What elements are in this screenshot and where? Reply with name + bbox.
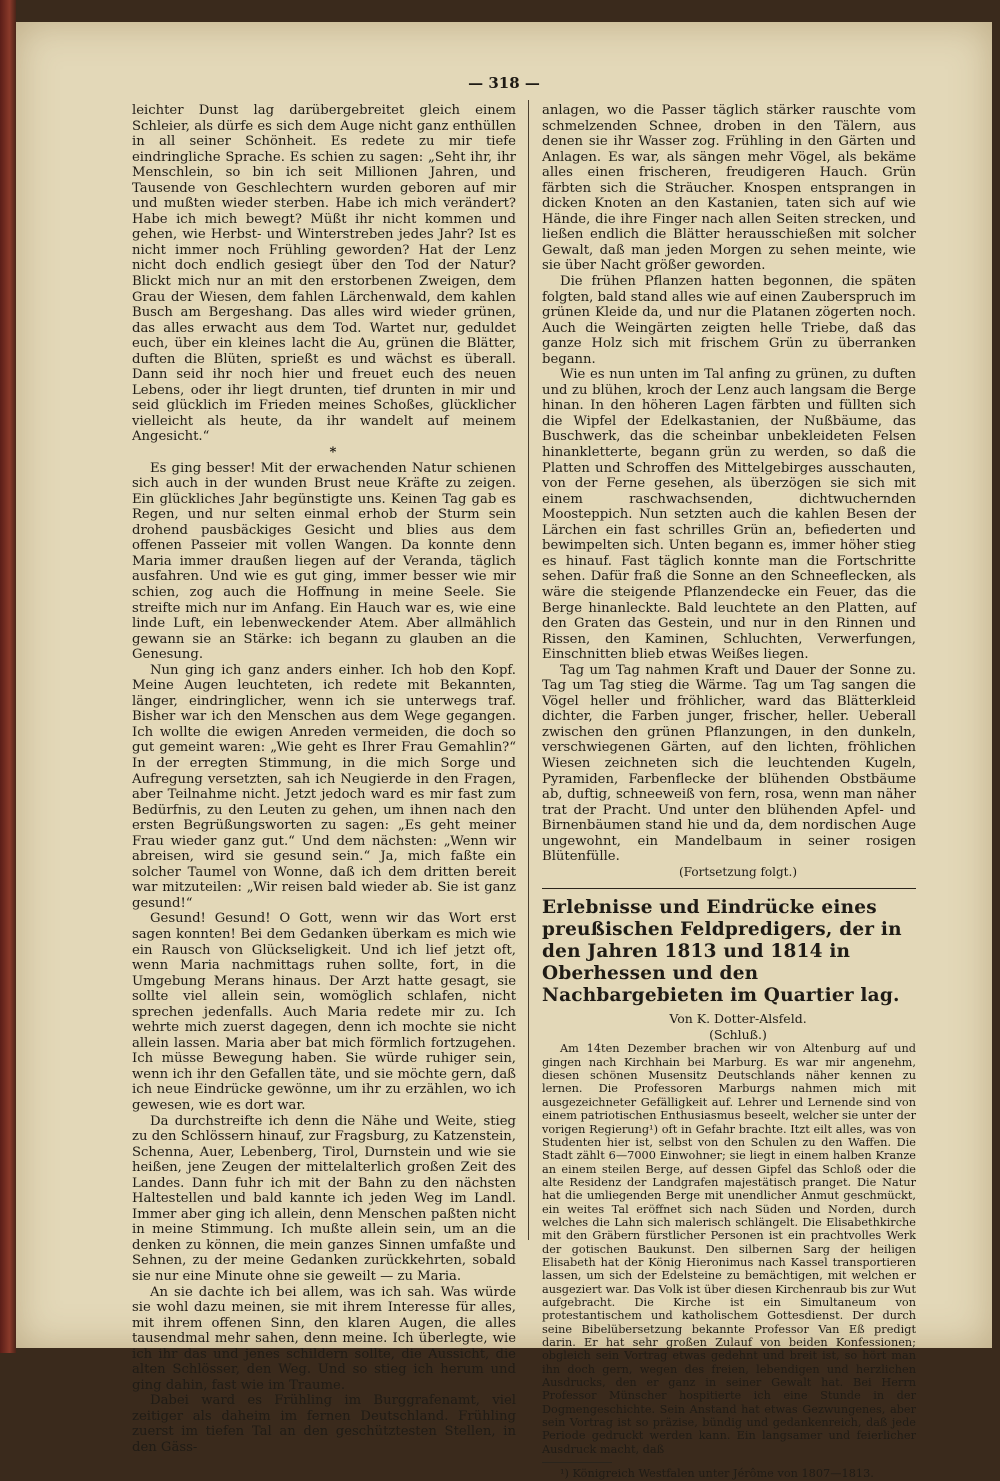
book-spine	[0, 0, 16, 1353]
paragraph: Dabei ward es Frühling im Burggrafenamt, viel zeitiger als daheim im fernen Deutschland. Frühling zuerst im tiefen Tal an den geschütztesten Stellen, in den Gäss-	[132, 1393, 516, 1456]
right-column	[542, 103, 916, 1481]
article-author: Von K. Dotter-Alsfeld.	[669, 1011, 807, 1027]
paragraph: anlagen, wo die Passer täglich stärker rauschte vom schmelzenden Schnee, droben in den Tälern, aus denen sie ihr Wasser zog. Frühling in den Gärten und Anlagen. Es war, als sängen mehr Vögel, als bekäme alles einen frischeren, freudigeren Hauch. Grün färbten sich die Sträucher. Knospen entsprangen in dicken Knoten an den Kastanien, taten sich auf wie Hände, die ihre Finger nach allen Seiten strecken, und ließen endlich die Blätter herausschießen mit solcher Gewalt, daß man jeden Morgen zu sehen meinte, wie sie über Nacht größer geworden.	[542, 103, 916, 274]
article-rule	[542, 888, 916, 889]
continuation-note: (Fortsetzung folgt.)	[679, 864, 797, 879]
paragraph: Die frühen Pflanzen hatten begonnen, die späten folgten, bald stand alles wie auf einen Zauberspruch im grünen Kleide da, und nur die Platanen zögerten noch. Auch die Weingärten zeigten helle Triebe, daß das ganze Holz sich mit frischem Grün zu überranken begann.	[542, 274, 916, 367]
section-separator: *	[329, 445, 337, 461]
paragraph: leichter Dunst lag darübergebreitet gleich einem Schleier, als dürfe es sich dem Auge nicht ganz enthüllen in all seiner Schönheit. Es redete zu mir tiefe eindringliche Sprache. Es schien zu sagen: „Seht ihr, ihr Menschlein, so bin ich seit Millionen Jahren, und Tausende von Geschlechtern wurden geboren auf mir und mußten wieder sterben. Habe ich mich verändert? Habe ich mich bewegt? Müßt ihr nicht kommen und gehen, wie Herbst- und Winterstreben jedes Jahr? Ist es nicht immer noch Frühling geworden? Hat der Lenz nicht doch endlich gesiegt über den Tod der Natur? Blickt mich nur an mit den erstorbenen Zweigen, dem Grau der Wiesen, dem fahlen Lärchenwald, dem kahlen Busch am Bergeshang. Das alles wird wieder grünen, das alles erwacht aus dem Tod. Wartet nur, geduldet euch, über ein kleines lacht die Au, grünen die Blätter, duften die Blüten, sprießt es und wächst es überall. Dann seid ihr noch hier und freuet euch des neuen Lebens, oder ihr liegt drunten, tief drunten in mir und seid glücklich im Frieden meines Schoßes, glücklicher vielleicht als heute, da ihr wandelt auf meinem Angesicht.“	[132, 103, 516, 445]
left-column	[132, 103, 516, 1456]
paragraph: Nun ging ich ganz anders einher. Ich hob den Kopf. Meine Augen leuchteten, ich redete mit Bekannten, länger, eindringlicher, wenn ich sie unterwegs traf. Bisher war ich den Menschen aus dem Wege gegangen. Ich wollte die ewigen Anreden vermeiden, die doch so gut gemeint waren: „Wie geht es Ihrer Frau Gemahlin?“ In der erregten Stimmung, in die mich Sorge und Aufregung versetzten, sah ich Neugierde in den Fragen, aber Teilnahme nicht. Jetzt jedoch ward es mir fast zum Bedürfnis, zu den Leuten zu gehen, um ihnen nach den ersten Begrüßungsworten zu sagen: „Es geht meiner Frau wieder ganz gut.“ Und dem nächsten: „Wenn wir abreisen, wird sie gesund sein.“ Ja, mich faßte ein solcher Taumel von Wonne, daß ich dem dritten bereit war mitzuteilen: „Wir reisen bald wieder ab. Sie ist ganz gesund!“	[132, 662, 516, 911]
paragraph: An sie dachte ich bei allem, was ich sah. Was würde sie wohl dazu meinen, sie mit ihrem Interesse für alles, mit ihrem offenen Sinn, den klaren Augen, die alles tausendmal mehr sahen, denn meine. Ich überlegte, wie ich ihr das und jenes schildern sollte, die Aussicht, die alten Schlösser, den Weg. Und so stieg ich herum und ging dahin, fast wie im Traume.	[132, 1284, 516, 1393]
article-part-label: (Schluß.)	[709, 1026, 767, 1042]
column-divider	[528, 100, 529, 1240]
paragraph: Tag um Tag nahmen Kraft und Dauer der Sonne zu. Tag um Tag stieg die Wärme. Tag um Tag sangen die Vögel heller und fröhlicher, ward das Blätterkleid dichter, die Farben junger, frischer, heller. Ueberall zwischen den grünen Pflanzungen, in den dunkeln, verschwiegenen Gärten, auf den lichten, fröhlichen Wiesen zeichneten sich die leuchtenden Kugeln, Pyramiden, Farbenflecke der blühenden Obstbäume ab, duftig, schneeweiß von fern, rosa, wenn man näher trat der Pracht. Und unter den blühenden Apfel- und Birnenbäumen stand hie und da, dem nordischen Auge ungewohnt, ein Mandelbaum in seiner rosigen Blütenfülle.	[542, 662, 916, 865]
paragraph: Es ging besser! Mit der erwachenden Natur schienen sich auch in der wunden Brust neue Kräfte zu zeigen. Ein glückliches Jahr begünstigte uns. Keinen Tag gab es Regen, und nur selten einmal erhob der Sturm sein drohend pausbäckiges Gesicht und blies aus dem offenen Passeier mit vollen Wangen. Da konnte denn Maria immer draußen liegen auf der Veranda, täglich ausfahren. Und wie es gut ging, immer besser wie mir schien, zog auch die Hoffnung in meine Seele. Sie streifte mich nur im Anfang. Ein Hauch war es, wie eine linde Luft, ein lebenweckender Atem. Aber allmählich gewann sie an Stärke: ich begann zu glauben an die Genesung.	[132, 460, 516, 663]
paragraph: Wie es nun unten im Tal anfing zu grünen, zu duften und zu blühen, kroch der Lenz auch langsam die Berge hinan. In den höheren Lagen färbten und füllten sich die Wipfel der Edelkastanien, der Nußbäume, das Buschwerk, das die scheinbar unbekleideten Felsen hinankletterte, begann grün zu werden, so daß die Platten und Schroffen des Mittelgebirges ausschauten, von der Ferne gesehen, als überzögen sie sich mit einem raschwachsenden, dichtwuchernden Moosteppich. Nun setzten auch die kahlen Besen der Lärchen ein fast schrilles Grün an, befiederten und bewimpelten sich. Unten begann es, immer höher stieg es hinauf. Fast täglich konnte man die Fortschritte sehen. Dafür fraß die Sonne an den Schneeflecken, als wäre die steigende Pflanzendecke ein Feuer, das die Berge hinanleckte. Bald leuchtete an den Platten, auf den Graten das Gestein, und nur in den Rinnen und Rissen, den Kaminen, Schluchten, Verwerfungen, Einschnitten blieb etwas Weißes liegen.	[542, 367, 916, 663]
footnote: ¹) Königreich Westfalen unter Jérôme von 1807—1813.	[560, 1467, 874, 1481]
article-title: Erlebnisse und Eindrücke eines preußischen Feldpredigers, der in den Jahren 1813 und 1814 in Oberhessen und den Nachbargebieten im Quartier lag.	[542, 897, 902, 1007]
paragraph: Am 14ten Dezember brachen wir von Altenburg auf und gingen nach Kirchhain bei Marburg. Es war mir angenehm, diesen schönen Musensitz Deutschlands näher kennen zu lernen. Die Professoren Marburgs nahmen mich mit ausgezeichneter Gefälligkeit auf. Lehrer und Lernende sind von einem patriotischen Enthusiasmus beseelt, welcher sie unter der vorigen Regierung¹) oft in Gefahr brachte. Itzt eilt alles, was von Studenten hier ist, selbst von den Schulen zu den Waffen. Die Stadt zählt 6—7000 Einwohner; sie liegt in einem halben Kranze an einem steilen Berge, auf dessen Gipfel das Schloß oder die alte Residenz der Landgrafen majestätisch pranget. Die Natur hat die umliegenden Berge mit unendlicher Anmut geschmückt, ein weites Tal eröffnet sich nach Süden und Norden, durch welches die Lahn sich malerisch schlängelt. Die Elisabethkirche mit den Gräbern fürstlicher Personen ist ein prachtvolles Werk der gotischen Baukunst. Den silbernen Sarg der heiligen Elisabeth hat der König Hieronimus nach Kassel transportieren lassen, um sich der Edelsteine zu bemächtigen, mit welchen er ausgeziert war. Das Volk ist über diesen Kirchenraub bis zur Wut aufgebracht. Die Kirche ist ein Simultaneum von protestantischem und katholischem Gottesdienst. Der durch seine Bibelübersetzung bekannte Professor Van Eß predigt darin. Er hat sehr großen Zulauf von beiden Konfessionen; obgleich sein Vortrag etwas gedehnt und breit ist, so hört man ihn doch gern, wegen des freien, lebendigen und herzlichen Ausdrucks, den er ganz in seiner Gewalt hat. Bei Herrn Professor Münscher hospitierte ich eine Stunde in der Dogmengeschichte. Sein Anstand hat etwas Gezwungenes, aber sein Vortrag ist so präzise, bündig und gedankenreich, daß jede Periode gedruckt werden kann. Ein langsamer und feierlicher Ausdruck macht, daß	[542, 1042, 916, 1456]
page-number: — 318 —	[468, 74, 540, 92]
paragraph: Da durchstreifte ich denn die Nähe und Weite, stieg zu den Schlössern hinauf, zur Fragsburg, zu Katzenstein, Schenna, Auer, Lebenberg, Tirol, Durnstein und wie sie heißen, jene Zeugen der mittelalterlich großen Zeit des Landes. Dann fuhr ich mit der Bahn zu den nächsten Haltestellen und bald kannte ich jeden Weg im Landl. Immer aber ging ich allein, denn Menschen paßten nicht in meine Stimmung. Ich mußte allein sein, um an die denken zu können, die mein ganzes Sinnen umfaßte und Sehnen, zu der meine Gedanken zurückkehrten, sobald sie nur eine Minute ohne sie geweilt — zu Maria.	[132, 1113, 516, 1285]
footnote-rule	[542, 1462, 612, 1463]
paragraph: Gesund! Gesund! O Gott, wenn wir das Wort erst sagen konnten! Bei dem Gedanken überkam es mich wie ein Rausch von Glückseligkeit. Und ich lief jetzt oft, wenn Maria nachmittags ruhen sollte, fort, in die Umgebung Merans hinaus. Der Arzt hatte gesagt, sie sollte viel allein sein, womöglich schlafen, nicht sprechen jedenfalls. Auch Maria redete mir zu. Ich wehrte mich zuerst dagegen, denn ich mochte sie nicht allein lassen. Maria aber bat mich förmlich fortzugehen. Ich müsse Bewegung haben. Sie würde ruhiger sein, wenn ich ihr den Gefallen täte, und sie möchte gern, daß ich neue Eindrücke gewönne, um ihr zu erzählen, wo ich gewesen, wie es dort war.	[132, 911, 516, 1113]
